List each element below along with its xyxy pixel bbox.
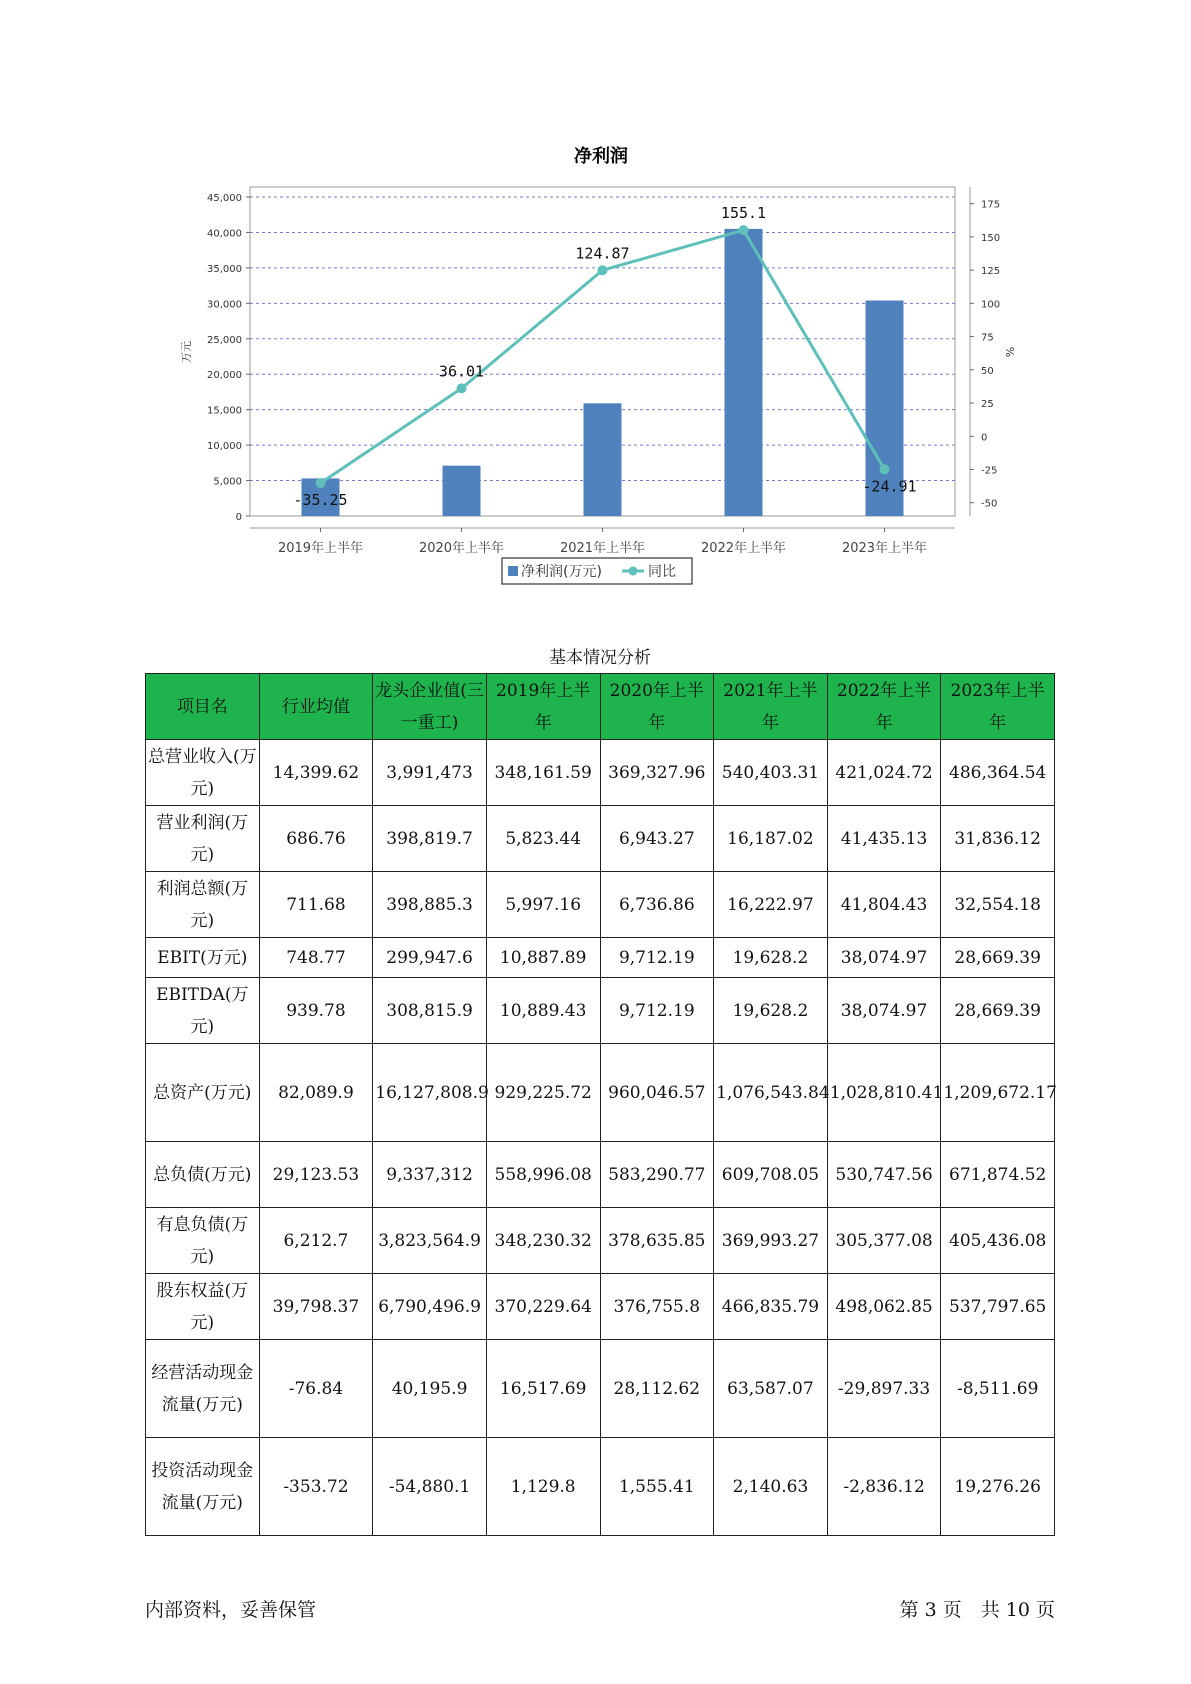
table-cell: 14,399.62: [259, 740, 373, 806]
header-2020: 2020年上半年: [600, 674, 714, 740]
header-leader: 龙头企业值(三一重工): [373, 674, 487, 740]
table-cell: 421,024.72: [827, 740, 941, 806]
table-cell: 378,635.85: [600, 1208, 714, 1274]
table-cell: 305,377.08: [827, 1208, 941, 1274]
y2-tick-label: 75: [981, 332, 994, 344]
table-header-row: [146, 674, 1055, 740]
y2-tick-label: -25: [981, 465, 998, 477]
header-2022: 2022年上半年: [827, 674, 941, 740]
header-industry-avg: 行业均值: [259, 674, 373, 740]
y2-tick-label: 25: [981, 399, 994, 411]
table-cell: 31,836.12: [941, 806, 1055, 872]
header-2021: 2021年上半年: [714, 674, 828, 740]
table-cell: 6,943.27: [600, 806, 714, 872]
y-tick-label: 25,000: [207, 334, 242, 346]
table-cell: -353.72: [259, 1438, 373, 1536]
y2-tick-label: 0: [981, 432, 988, 444]
y2-axis-label: %: [1003, 346, 1016, 358]
table-cell: 19,628.2: [714, 978, 828, 1044]
table-cell: 16,517.69: [486, 1340, 600, 1438]
table-cell: 9,337,312: [373, 1142, 487, 1208]
table-cell: -2,836.12: [827, 1438, 941, 1536]
x-tick-label: 2020年上半年: [418, 541, 505, 556]
legend-bar-label: 净利润(万元): [521, 564, 602, 580]
table-cell: 6,736.86: [600, 872, 714, 938]
y-tick-label: 20,000: [207, 370, 242, 382]
yoy-data-label: 36.01: [438, 362, 485, 381]
table-cell: 405,436.08: [941, 1208, 1055, 1274]
table-cell: 16,127,808.9: [373, 1044, 487, 1142]
y-tick-label: 40,000: [207, 228, 242, 240]
table-cell: 583,290.77: [600, 1142, 714, 1208]
row-label: 总负债(万元): [146, 1142, 260, 1208]
x-tick-label: 2019年上半年: [277, 541, 364, 556]
row-label: 总营业收入(万元): [146, 740, 260, 806]
row-label: 经营活动现金流量(万元): [146, 1340, 260, 1438]
row-label: 股东权益(万元): [146, 1274, 260, 1340]
y-tick-label: 30,000: [207, 299, 242, 311]
header-item: 项目名: [146, 674, 260, 740]
row-label: 投资活动现金流量(万元): [146, 1438, 260, 1536]
table-cell: 929,225.72: [486, 1044, 600, 1142]
yoy-data-label: -24.91: [862, 477, 917, 496]
table-caption: 基本情况分析: [549, 648, 651, 668]
table-cell: -54,880.1: [373, 1438, 487, 1536]
table-cell: 348,161.59: [486, 740, 600, 806]
table-cell: 6,790,496.9: [373, 1274, 487, 1340]
x-tick-label: 2021年上半年: [559, 541, 646, 556]
x-tick-label: 2022年上半年: [700, 541, 787, 556]
header-2023: 2023年上半年: [941, 674, 1055, 740]
row-label: 营业利润(万元): [146, 806, 260, 872]
table-cell: 3,823,564.9: [373, 1208, 487, 1274]
legend-line-marker: [629, 567, 638, 576]
legend-line-label: 同比: [648, 564, 676, 580]
table-cell: 38,074.97: [827, 978, 941, 1044]
table-cell: 41,435.13: [827, 806, 941, 872]
table-cell: 711.68: [259, 872, 373, 938]
table-row: [146, 1208, 1055, 1274]
table-cell: 609,708.05: [714, 1142, 828, 1208]
yoy-data-label: -35.25: [293, 491, 348, 510]
yoy-data-label: 155.1: [720, 204, 767, 223]
y-tick-label: 10,000: [207, 441, 242, 453]
basic-analysis-table: [145, 673, 1055, 1536]
yoy-point-3: [598, 265, 608, 275]
table-cell: 369,327.96: [600, 740, 714, 806]
table-cell: 530,747.56: [827, 1142, 941, 1208]
footer-confidential: 内部资料，妥善保管: [145, 1599, 317, 1621]
table-cell: 41,804.43: [827, 872, 941, 938]
table-cell: 5,823.44: [486, 806, 600, 872]
table-row: [146, 938, 1055, 978]
table-row: [146, 978, 1055, 1044]
table-cell: 16,187.02: [714, 806, 828, 872]
table-cell: 29,123.53: [259, 1142, 373, 1208]
y2-tick-label: 100: [981, 299, 1001, 311]
table-cell: 370,229.64: [486, 1274, 600, 1340]
yoy-point-5: [880, 464, 890, 474]
table-cell: 16,222.97: [714, 872, 828, 938]
y2-tick-label: 50: [981, 365, 994, 377]
table-cell: 299,947.6: [373, 938, 487, 978]
row-label: 有息负债(万元): [146, 1208, 260, 1274]
y2-tick-label: -50: [981, 498, 998, 510]
table-cell: -8,511.69: [941, 1340, 1055, 1438]
y-tick-label: 15,000: [207, 405, 242, 417]
table-cell: 19,276.26: [941, 1438, 1055, 1536]
table-cell: 686.76: [259, 806, 373, 872]
row-label: EBITDA(万元): [146, 978, 260, 1044]
table-cell: 376,755.8: [600, 1274, 714, 1340]
table-cell: 2,140.63: [714, 1438, 828, 1536]
table-cell: 1,129.8: [486, 1438, 600, 1536]
table-cell: 40,195.9: [373, 1340, 487, 1438]
y-axis-label: 万元: [180, 341, 193, 363]
table-cell: 540,403.31: [714, 740, 828, 806]
table-row: [146, 1142, 1055, 1208]
table-row: [146, 1044, 1055, 1142]
table-cell: 9,712.19: [600, 978, 714, 1044]
bar-3: [584, 403, 622, 516]
table-cell: 39,798.37: [259, 1274, 373, 1340]
table-row: [146, 1438, 1055, 1536]
table-cell: 939.78: [259, 978, 373, 1044]
table-row: [146, 740, 1055, 806]
bar-4: [725, 229, 763, 516]
table-cell: 6,212.7: [259, 1208, 373, 1274]
table-cell: 5,997.16: [486, 872, 600, 938]
y-tick-label: 5,000: [213, 476, 242, 488]
table-cell: 486,364.54: [941, 740, 1055, 806]
table-cell: 748.77: [259, 938, 373, 978]
table-cell: 28,669.39: [941, 938, 1055, 978]
table-cell: 671,874.52: [941, 1142, 1055, 1208]
chart-title: 净利润: [574, 146, 628, 167]
table-cell: 32,554.18: [941, 872, 1055, 938]
y2-tick-label: 175: [981, 199, 1001, 211]
row-label: 总资产(万元): [146, 1044, 260, 1142]
table-cell: 960,046.57: [600, 1044, 714, 1142]
bar-2: [443, 466, 481, 516]
table-cell: 38,074.97: [827, 938, 941, 978]
table-cell: 28,112.62: [600, 1340, 714, 1438]
yoy-point-4: [739, 225, 749, 235]
yoy-point-1: [316, 478, 326, 488]
table-cell: 369,993.27: [714, 1208, 828, 1274]
yoy-point-2: [457, 383, 467, 393]
legend-bar-swatch: [508, 566, 518, 576]
table-cell: 1,209,672.17: [941, 1044, 1055, 1142]
table-cell: 308,815.9: [373, 978, 487, 1044]
net-profit-chart: [0, 0, 1191, 600]
y-tick-label: 0: [235, 512, 242, 523]
row-label: 利润总额(万元): [146, 872, 260, 938]
table-cell: -76.84: [259, 1340, 373, 1438]
y2-tick-label: 125: [981, 266, 1001, 278]
yoy-data-label: 124.87: [575, 244, 630, 263]
table-cell: 9,712.19: [600, 938, 714, 978]
header-2019: 2019年上半年: [486, 674, 600, 740]
y-tick-label: 35,000: [207, 263, 242, 275]
table-row: [146, 806, 1055, 872]
table-cell: 1,076,543.84: [714, 1044, 828, 1142]
table-row: [146, 872, 1055, 938]
table-row: [146, 1274, 1055, 1340]
table-cell: 1,028,810.41: [827, 1044, 941, 1142]
table-cell: 10,889.43: [486, 978, 600, 1044]
table-cell: 82,089.9: [259, 1044, 373, 1142]
table-cell: 28,669.39: [941, 978, 1055, 1044]
table-row: [146, 1340, 1055, 1438]
table-cell: 63,587.07: [714, 1340, 828, 1438]
table-cell: 10,887.89: [486, 938, 600, 978]
table-cell: 466,835.79: [714, 1274, 828, 1340]
y2-tick-label: 150: [981, 232, 1001, 244]
table-cell: 558,996.08: [486, 1142, 600, 1208]
table-cell: 1,555.41: [600, 1438, 714, 1536]
y-tick-label: 45,000: [207, 193, 242, 204]
table-cell: 19,628.2: [714, 938, 828, 978]
footer-page-number: 第 3 页 共 10 页: [899, 1599, 1055, 1621]
table-cell: 498,062.85: [827, 1274, 941, 1340]
table-cell: 537,797.65: [941, 1274, 1055, 1340]
table-cell: -29,897.33: [827, 1340, 941, 1438]
table-cell: 3,991,473: [373, 740, 487, 806]
row-label: EBIT(万元): [146, 938, 260, 978]
table-cell: 398,819.7: [373, 806, 487, 872]
x-tick-label: 2023年上半年: [841, 541, 928, 556]
table-cell: 398,885.3: [373, 872, 487, 938]
table-cell: 348,230.32: [486, 1208, 600, 1274]
